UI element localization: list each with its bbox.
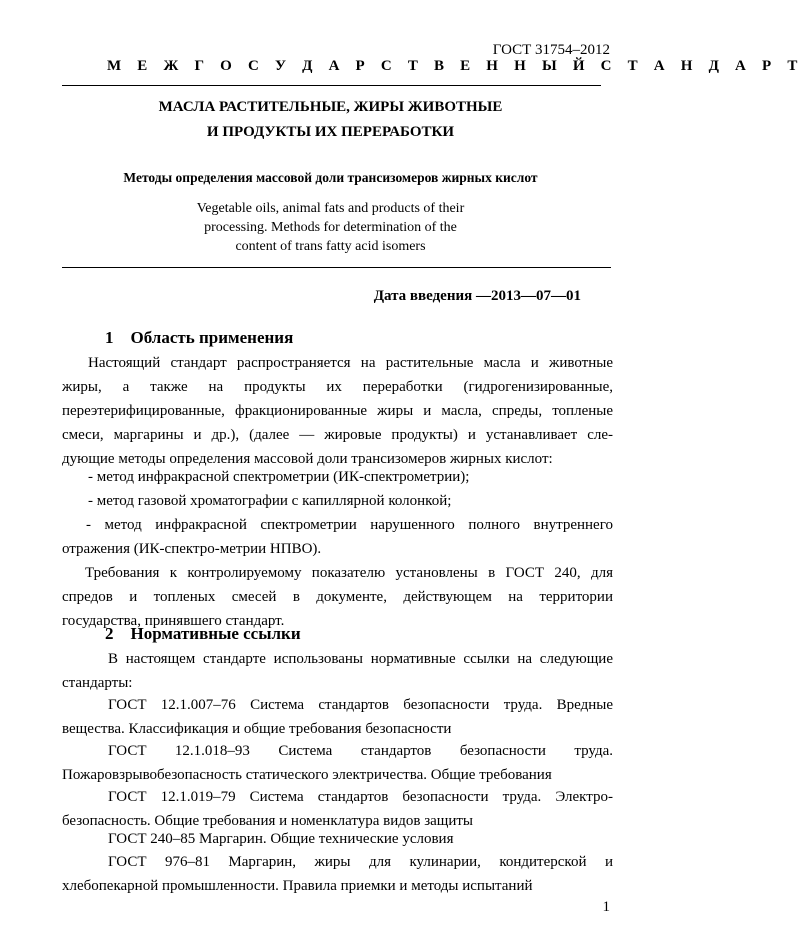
text-line: - метод инфракрасной спектрометрии нарушенного полного внутреннего bbox=[86, 517, 613, 533]
english-title-line-3: content of trans fatty acid isomers bbox=[235, 239, 426, 254]
title-line-1: МАСЛА РАСТИТЕЛЬНЫЕ, ЖИРЫ ЖИВОТНЫЕ bbox=[158, 99, 503, 115]
section-2-heading: 2 Нормативные ссылки bbox=[105, 624, 301, 643]
text-line: ГОСТ 12.1.007–76 Система стандартов безопасности труда. Вредные bbox=[108, 697, 613, 713]
method-item-1 bbox=[88, 465, 613, 489]
text-line: ГОСТ 12.1.019–79 Система стандартов безопасности труда. Электро- bbox=[108, 789, 613, 805]
text-line: Настоящий стандарт распространяется на растительные масла и животные bbox=[88, 355, 613, 371]
section-1-paragraph-2 bbox=[62, 561, 613, 633]
section-2-intro bbox=[62, 647, 613, 695]
reference-gost-12-1-018 bbox=[62, 739, 613, 787]
text-line: отражения (ИК-спектро-метрии НПВО). bbox=[62, 541, 322, 557]
text-line: вещества. Классификация и общие требования безопасности bbox=[62, 721, 452, 737]
section-1-paragraph-1 bbox=[62, 351, 613, 471]
reference-gost-12-1-007 bbox=[62, 693, 613, 741]
text-line: жиры, а также на продукты их переработки (гидрогенизированные, bbox=[62, 379, 613, 395]
text-line: дующие методы определения массовой доли трансизомеров жирных кислот: bbox=[62, 451, 553, 467]
english-title-line-1: Vegetable oils, animal fats and products of their bbox=[196, 201, 465, 216]
title-rule bbox=[62, 267, 611, 268]
page-number: 1 bbox=[602, 899, 610, 915]
introduction-date: Дата введения —2013—07—01 bbox=[373, 288, 581, 304]
header-rule bbox=[62, 85, 601, 86]
text-line: спредов и топленых смесей в документе, действующем на территории bbox=[62, 589, 613, 605]
text-line: безопасность. Общие требования и номенклатура видов защиты bbox=[62, 813, 474, 829]
text-line: ГОСТ 976–81 Маргарин, жиры для кулинарии, кондитерской и bbox=[108, 854, 613, 870]
text-line: Требования к контролируемому показателю установлены в ГОСТ 240, для bbox=[85, 565, 613, 581]
method-item-3 bbox=[62, 513, 613, 561]
reference-gost-240 bbox=[62, 827, 613, 851]
reference-gost-12-1-019 bbox=[62, 785, 613, 833]
russian-subtitle: Методы определения массовой доли трансизомеров жирных кислот bbox=[123, 170, 538, 185]
text-line: Пожаровзрывобезопасность статического электричества. Общие требования bbox=[62, 767, 552, 783]
interstate-standard-label: М Е Ж Г О С У Д А Р С Т В Е Н Н Ы Й С Т А Н Д А Р Т bbox=[107, 58, 804, 74]
text-line: В настоящем стандарте использованы нормативные ссылки на следующие bbox=[108, 651, 613, 667]
text-line: государства, принявшего стандарт. bbox=[62, 613, 285, 629]
text-line: хлебопекарной промышленности. Правила приемки и методы испытаний bbox=[62, 878, 533, 894]
reference-gost-976 bbox=[62, 850, 613, 898]
text-line: - метод газовой хроматографии с капиллярной колонкой; bbox=[88, 493, 452, 509]
text-line: ГОСТ 240–85 Маргарин. Общие технические условия bbox=[108, 831, 454, 847]
document-code: ГОСТ 31754–2012 bbox=[492, 42, 610, 58]
text-line: стандарты: bbox=[62, 675, 133, 691]
method-item-2 bbox=[88, 489, 613, 513]
text-line: переэтерифицированные, фракционированные жиры и масла, спреды, топленые bbox=[62, 403, 613, 419]
text-line: смеси, маргарины и др.), (далее — жировые продукты) и устанавливает сле- bbox=[62, 427, 613, 443]
english-title bbox=[0, 199, 661, 256]
text-line: ГОСТ 12.1.018–93 Система стандартов безопасности труда. bbox=[108, 743, 613, 759]
english-title-line-2: processing. Methods for determination of the bbox=[204, 220, 457, 235]
text-line: - метод инфракрасной спектрометрии (ИК-спектрометрии); bbox=[88, 469, 470, 485]
section-1-heading: 1 Область применения bbox=[105, 328, 294, 347]
title-line-2: И ПРОДУКТЫ ИХ ПЕРЕРАБОТКИ bbox=[206, 124, 455, 140]
